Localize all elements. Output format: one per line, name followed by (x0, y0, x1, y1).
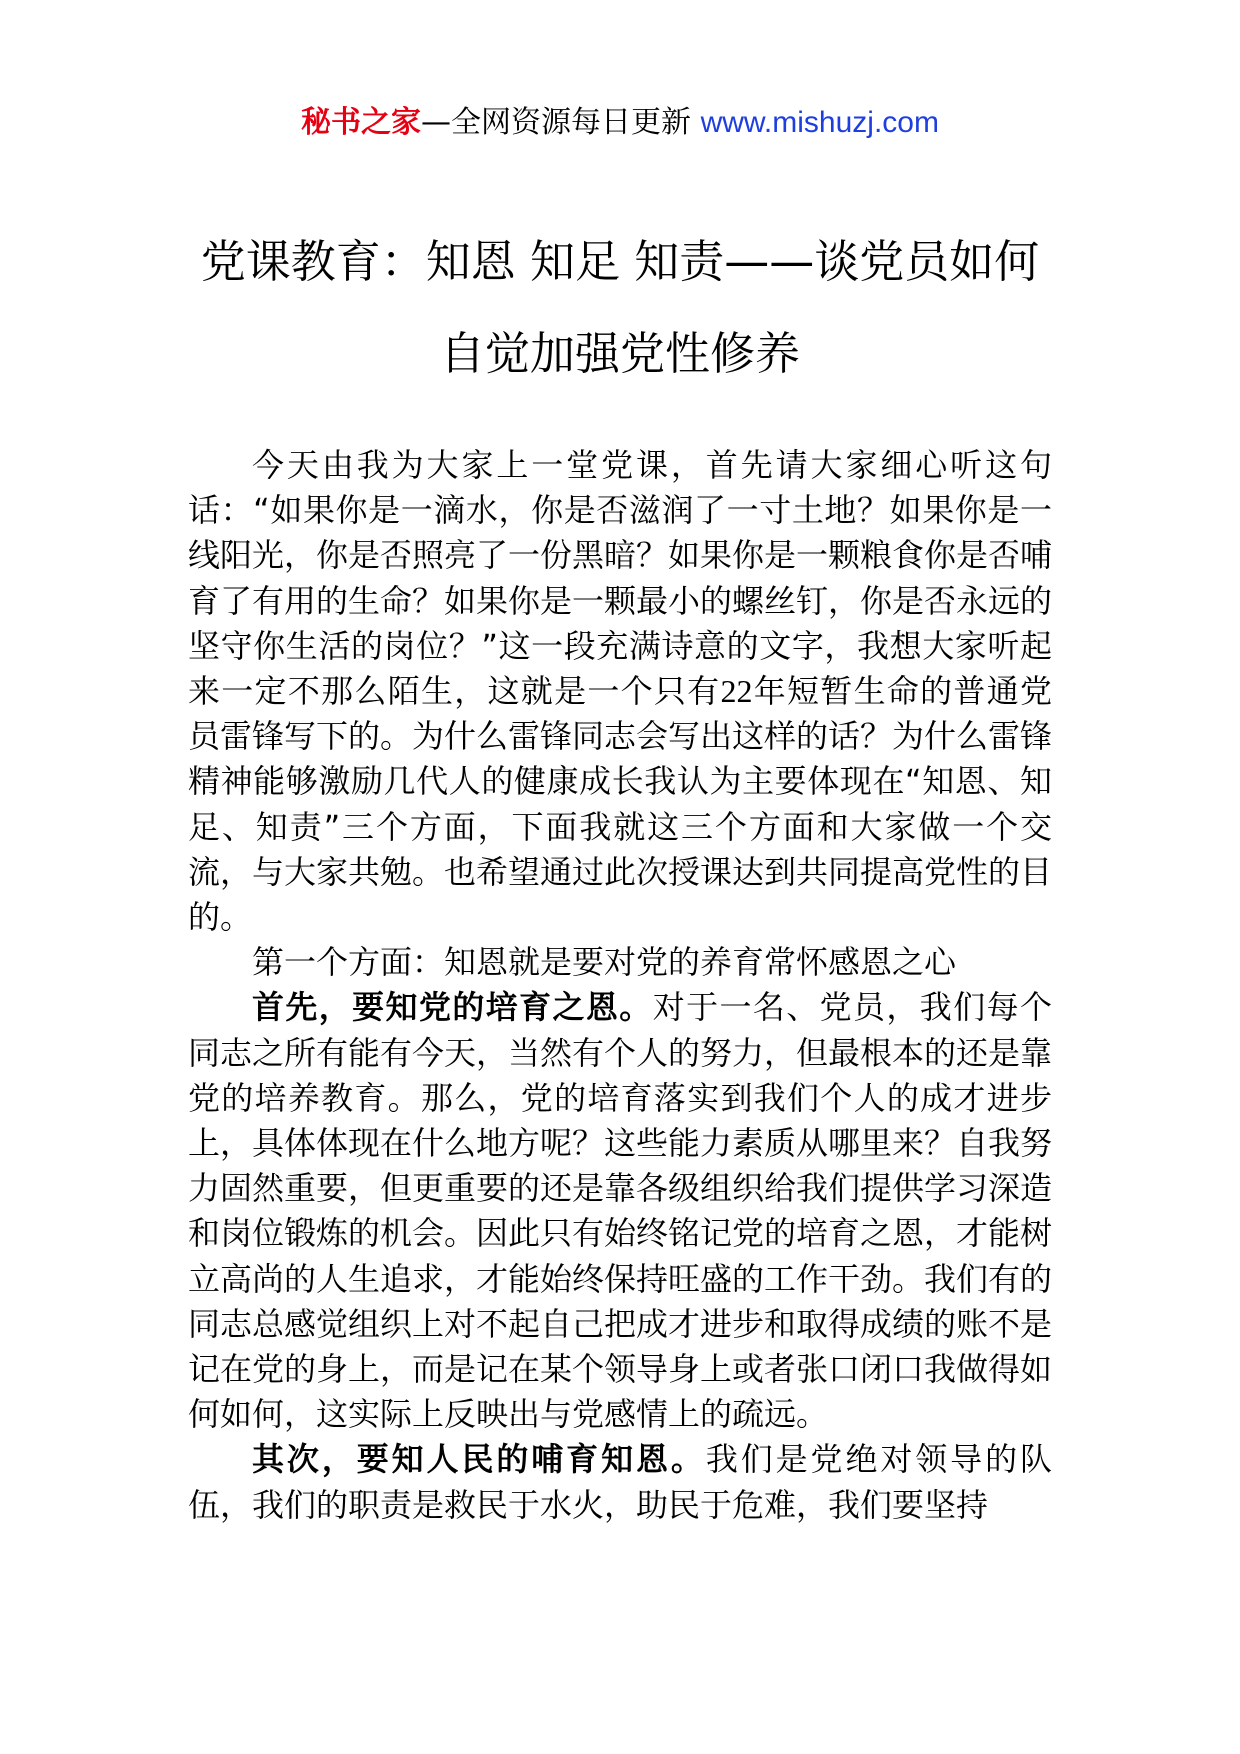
paragraph-party-grace-lead: 首先，要知党的培育之恩。 (252, 988, 653, 1027)
document-title-line1: 党课教育：知恩 知足 知责——谈党员如何 (200, 235, 1040, 288)
paragraph-intro (188, 443, 1052, 940)
site-header (0, 100, 1240, 146)
document-body (188, 443, 1052, 1528)
paragraph-intro-text-b: 年短暂生命的普通党员雷锋写下的。为什么雷锋同志会写出这样的话？为什么雷锋精神能够激励几代人的健康成长我认为主要体现在“知恩、知足、知责”三个方面，下面我就这三个方面和大家做一个交流，与大家共勉。也希望通过此次授课达到共同提高党性的目的。 (188, 672, 1053, 937)
paragraph-party-grace-text: 对于一名、党员，我们每个同志之所有能有今天，当然有个人的努力，但最根本的还是靠党的培养教育。那么，党的培育落实到我们个人的成才进步上，具体体现在什么地方呢？这些能力素质从哪里来？自我努力固然重要，但更重要的还是靠各级组织给我们提供学习深造和岗位锻炼的机会。因此只有始终铭记党的培育之恩，才能树立高尚的人生追求，才能始终保持旺盛的工作干劲。我们有的同志总感觉组织上对不起自己把成才进步和取得成绩的账不是记在党的身上，而是记在某个领导身上或者张口闭口我做得如何如何，这实际上反映出与党感情上的疏远。 (188, 988, 1053, 1434)
paragraph-people-grace-lead: 其次，要知人民的哺育知恩。 (252, 1440, 706, 1479)
site-tagline: —全网资源每日更新 (421, 105, 701, 140)
site-brand: 秘书之家 (301, 105, 422, 140)
site-url[interactable]: www.mishuzj.com (700, 106, 939, 139)
age-number: 22 (720, 673, 753, 710)
paragraph-party-grace (188, 985, 1052, 1437)
document-title-line2: 自觉加强党性修养 (439, 327, 800, 380)
paragraph-intro-text-a: 今天由我为大家上一堂党课，首先请大家细心听这句话：“如果你是一滴水，你是否滋润了一寸土地？如果你是一线阳光，你是否照亮了一份黑暗？如果你是一颗粮食你是否哺育了有用的生命？如果你是一颗最小的螺丝钉，你是否永远的坚守你生活的岗位？”这一段充满诗意的文字，我想大家听起来一定不那么陌生，这就是一个只有 (188, 446, 1053, 711)
paragraph-people-grace-text: 我们是党绝对领导的队伍，我们的职责是救民于水火，助民于危难，我们要坚持 (188, 1440, 1052, 1524)
section-heading-1: 第一个方面：知恩就是要对党的养育常怀感恩之心 (252, 943, 957, 982)
paragraph-people-grace (188, 1437, 1052, 1527)
